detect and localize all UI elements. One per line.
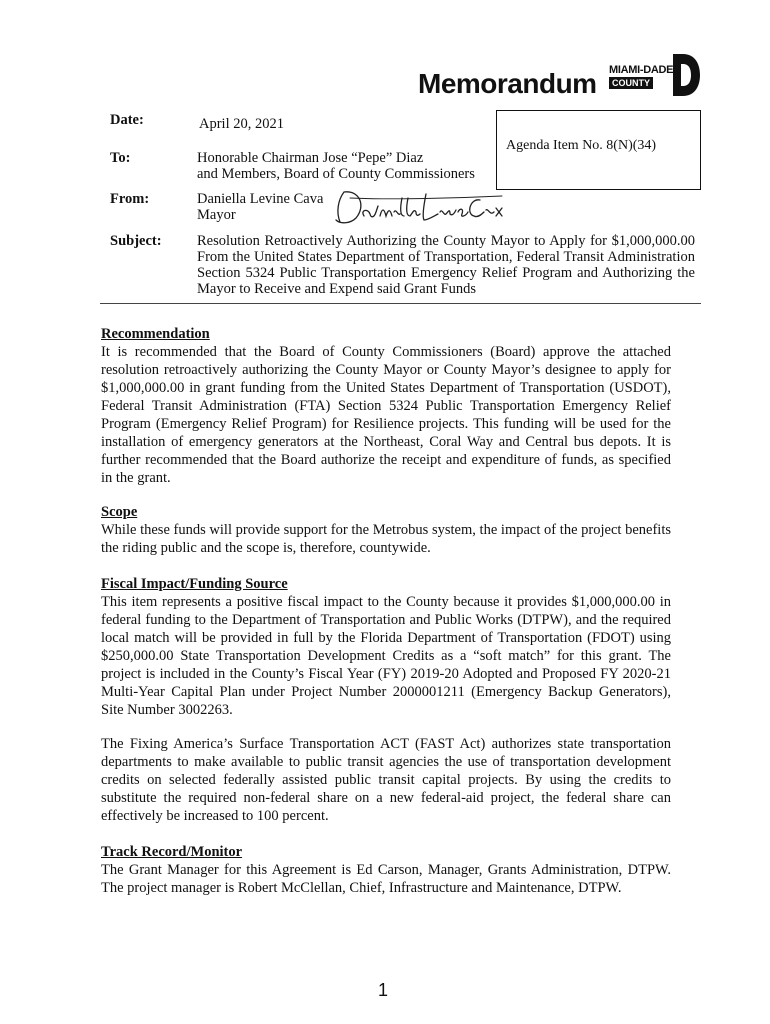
recommendation-section: [101, 325, 671, 487]
memo-title: Memorandum: [418, 68, 597, 99]
agenda-item-number: Agenda Item No. 8(N)(34): [506, 138, 657, 153]
fiscal-impact-body-1: This item represents a positive fiscal impact to the County because it provides $1,000,000.00 in federal funding to the Department of Transportation and Public Works (DTPW), and the required local match will be provided in full by the Florida Department of Transportation (FDOT) using $250,000.00 State Transportation Development Credits as a “soft match” for this grant. The project is included in the County’s Fiscal Year (FY) 2019-20 Adopted and Proposed FY 2020-21 Multi-Year Capital Plan under Project Number 2000001211 (Emergency Backup Generators), Site Number 3002263.: [101, 594, 671, 718]
to-label: To:: [110, 150, 131, 166]
subject-label: Subject:: [110, 233, 162, 249]
date-label: Date:: [110, 112, 144, 128]
recommendation-heading: Recommendation: [101, 326, 210, 342]
date-value: April 20, 2021: [199, 116, 284, 132]
fast-act-paragraph: The Fixing America’s Surface Transportation ACT (FAST Act) authorizes state transportation departments to make available to public transit agencies the use of transportation development credits on selected federally assisted public transit capital projects. By using the credits to substitute the required non-federal share on a new federal-aid project, the federal share can effectively be increased to 100 percent.: [101, 736, 671, 824]
page-number: 1: [378, 980, 389, 1000]
recommendation-body: It is recommended that the Board of County Commissioners (Board) approve the attached resolution retroactively authorizing the County Mayor or County Mayor’s designee to apply for $1,000,000.00 in grant funding from the United States Department of Transportation (USDOT), Federal Transit Administration (FTA) Section 5324 Public Transportation Emergency Relief Program (Emergency Relief Program) for Resilience projects. This funding will be used for the installation of emergency generators at the Northeast, Coral Way and Central bus depots. It is further recommended that the Board authorize the receipt and expenditure of funds, as specified in the grant.: [101, 344, 671, 486]
signature-image: [330, 186, 510, 230]
to-line2: and Members, Board of County Commissioners: [197, 166, 475, 182]
miami-dade-county-logo: [609, 52, 701, 98]
to-line1: Honorable Chairman Jose “Pepe” Diaz: [197, 150, 424, 166]
track-record-body: The Grant Manager for this Agreement is Ed Carson, Manager, Grants Administration, DTPW. The project manager is Robert McClellan, Chief, Infrastructure and Maintenance, DTPW.: [101, 862, 671, 896]
scope-section: [101, 503, 671, 557]
logo-line2: COUNTY: [609, 77, 653, 89]
subject-text: Resolution Retroactively Authorizing the County Mayor to Apply for $1,000,000.00 From the United States Department of Transportation, Federal Transit Administration Section 5324 Public Transportation Emergency Relief Program and Authorizing the Mayor to Receive and Expend said Grant Funds: [197, 233, 695, 297]
track-record-section: [101, 843, 671, 897]
fiscal-impact-heading: Fiscal Impact/Funding Source: [101, 576, 288, 592]
logo-line1: MIAMI-DADE: [609, 64, 674, 76]
scope-heading: Scope: [101, 504, 138, 520]
track-record-heading: Track Record/Monitor: [101, 844, 243, 860]
header-divider: [100, 303, 701, 304]
from-line1: Daniella Levine Cava: [197, 191, 324, 207]
logo-d-mark-icon: [671, 52, 701, 98]
fiscal-impact-section: [101, 575, 671, 719]
agenda-item-box: [496, 110, 701, 190]
scope-body: While these funds will provide support for the Metrobus system, the impact of the project benefits the riding public and the scope is, therefore, countywide.: [101, 522, 671, 556]
from-label: From:: [110, 191, 150, 207]
from-line2: Mayor: [197, 207, 236, 223]
